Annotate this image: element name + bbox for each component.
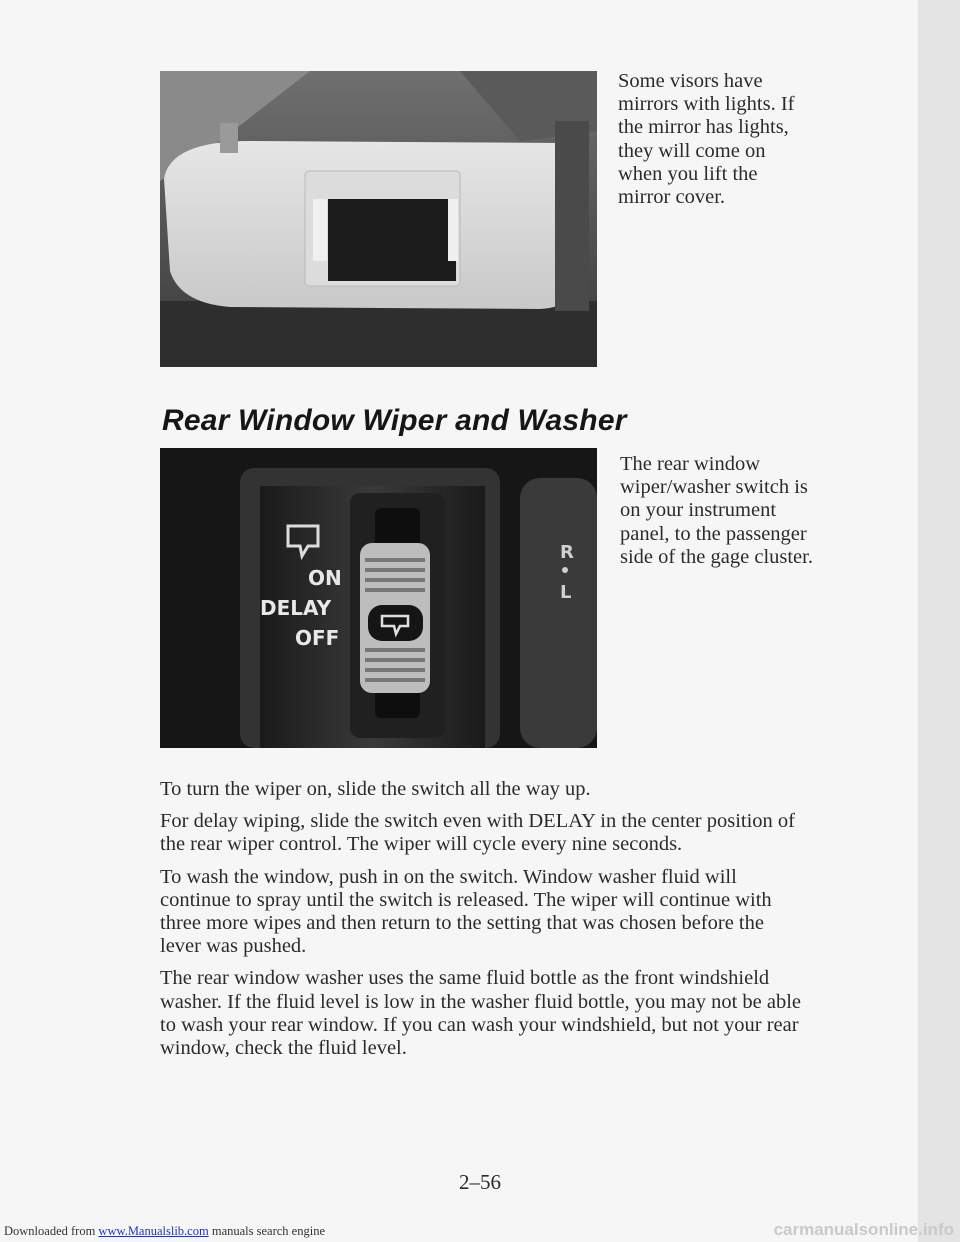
switch-label-on: ON — [308, 566, 342, 590]
footer-prefix: Downloaded from — [4, 1224, 99, 1238]
visor-mirror-photo — [160, 71, 597, 367]
page-margin — [918, 0, 960, 1242]
visor-mirror-illustration — [160, 71, 597, 367]
footer-suffix: manuals search engine — [208, 1224, 325, 1238]
paragraph: To wash the window, push in on the switch. Window washer fluid will continue to spray until the switch is released. The wiper will continue with three more wipes and then return to the setting that was chosen before the lever was pushed. — [160, 865, 772, 958]
wiper-switch-illustration — [160, 448, 597, 748]
paragraph: For delay wiping, slide the switch even with DELAY in the center position of the rear wiper control. The wiper will cycle every nine seconds. — [160, 810, 796, 856]
page-number: 2–56 — [459, 1170, 501, 1194]
switch-label-l: L — [560, 582, 572, 603]
section-heading: Rear Window Wiper and Washer — [162, 404, 627, 437]
watermark: carmanualsonline.info — [773, 1220, 954, 1239]
visor-caption: Some visors have mirrors with lights. If the mirror has lights, they will come on when you lift the mirror cover. — [618, 70, 795, 209]
manualslib-link[interactable]: www.Manualslib.com — [98, 1224, 209, 1238]
switch-label-delay: DELAY — [260, 596, 332, 620]
switch-label-r: R — [560, 542, 574, 563]
switch-label-off: OFF — [295, 626, 340, 650]
paragraph: To turn the wiper on, slide the switch all the way up. — [160, 778, 591, 800]
paragraph: The rear window washer uses the same fluid bottle as the front windshield washer. If the fluid level is low in the washer fluid bottle, you may not be able to wash your rear window. If you can wash your windshield, but not your rear window, check the fluid level. — [160, 967, 802, 1060]
body-text — [160, 778, 810, 1069]
wiper-switch-photo — [160, 448, 597, 748]
wiper-caption: The rear window wiper/washer switch is on your instrument panel, to the passenger side of the gage cluster. — [620, 453, 813, 568]
download-footer — [4, 1224, 325, 1239]
